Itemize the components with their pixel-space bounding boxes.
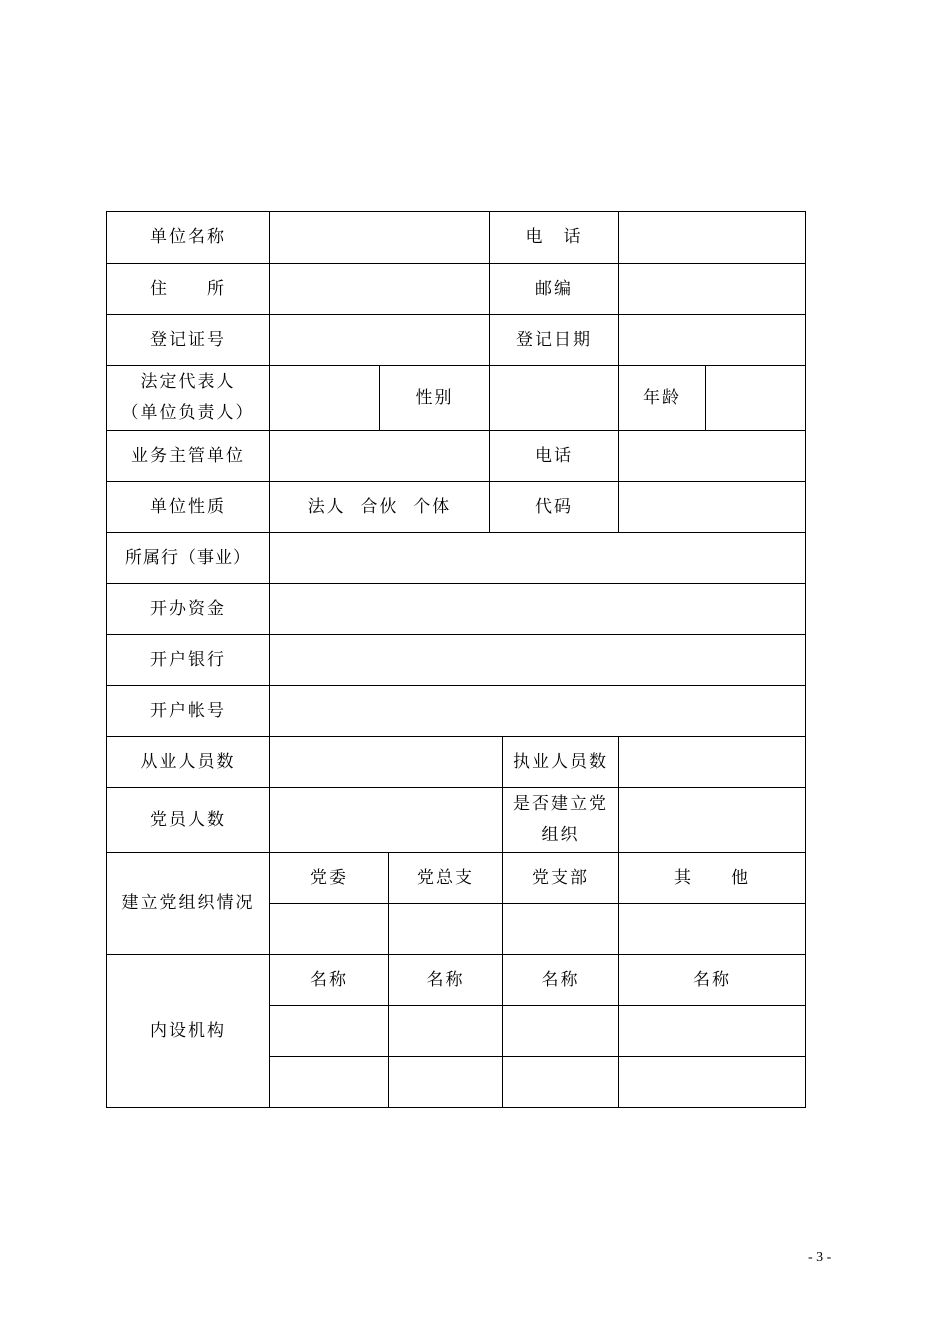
other-header: [619, 853, 805, 904]
unit-name-field[interactable]: [270, 212, 490, 264]
practitioners-label: [503, 737, 619, 788]
age-label: [619, 366, 706, 431]
phone-label-text: 电 话: [525, 227, 583, 247]
dept-field[interactable]: [389, 1057, 503, 1108]
phone-field[interactable]: [619, 212, 805, 264]
dept-field[interactable]: [503, 1006, 619, 1057]
nature-options-text: 法人 合伙 个体: [307, 496, 452, 517]
capital-label: [107, 584, 270, 635]
postcode-field[interactable]: [619, 264, 805, 315]
employees-field[interactable]: [270, 737, 503, 788]
party-members-field[interactable]: [270, 788, 503, 853]
dept-field[interactable]: [270, 1057, 389, 1108]
nature-label-text: 单位性质: [150, 496, 226, 517]
dept-field[interactable]: [503, 1057, 619, 1108]
dept-field[interactable]: [389, 1006, 503, 1057]
age-field[interactable]: [706, 366, 805, 431]
bank-field[interactable]: [270, 635, 805, 686]
authority-phone-label-text: 电话: [535, 445, 573, 466]
employees-label: [107, 737, 270, 788]
legal-rep-field[interactable]: [270, 366, 380, 431]
nature-options[interactable]: [270, 482, 490, 533]
party-org-situation-label: [107, 853, 270, 955]
branch-field[interactable]: [503, 904, 619, 955]
dept-name-header-4-text: 名称: [693, 969, 731, 990]
address-label: [107, 264, 270, 315]
authority-field[interactable]: [270, 431, 490, 482]
legal-rep-label: [107, 366, 270, 431]
legal-rep-label-line2: （单位负责人）: [121, 403, 255, 423]
industry-label: [107, 533, 270, 584]
age-label-text: 年龄: [643, 387, 681, 408]
account-label: [107, 686, 270, 737]
capital-label-text: 开办资金: [150, 598, 226, 619]
legal-rep-label-line1: 法定代表人: [140, 372, 236, 392]
authority-phone-field[interactable]: [619, 431, 805, 482]
bank-label-text: 开户银行: [150, 649, 226, 670]
departments-label-text: 内设机构: [150, 1020, 226, 1041]
party-org-label: [503, 788, 619, 853]
postcode-label-text: 邮编: [535, 278, 573, 299]
branch-header-text: 党支部: [532, 867, 589, 888]
gender-field[interactable]: [490, 366, 619, 431]
bank-label: [107, 635, 270, 686]
account-label-text: 开户帐号: [150, 700, 226, 721]
dept-field[interactable]: [619, 1006, 805, 1057]
account-field[interactable]: [270, 686, 805, 737]
table-right-border: [805, 211, 806, 1108]
reg-no-label: [107, 315, 270, 366]
party-org-situation-label-text: 建立党组织情况: [121, 893, 255, 913]
reg-no-field[interactable]: [270, 315, 490, 366]
reg-date-field[interactable]: [619, 315, 805, 366]
capital-field[interactable]: [270, 584, 805, 635]
party-committee-header-text: 党委: [310, 867, 348, 888]
practitioners-label-text: 执业人员数: [513, 751, 608, 772]
general-branch-field[interactable]: [389, 904, 503, 955]
party-committee-field[interactable]: [270, 904, 389, 955]
party-members-label: [107, 788, 270, 853]
address-field[interactable]: [270, 264, 490, 315]
nature-label: [107, 482, 270, 533]
dept-name-header-2: [389, 955, 503, 1006]
other-header-text: 其 他: [674, 867, 750, 888]
departments-label: [107, 955, 270, 1108]
party-org-label-line2: 组织: [541, 825, 580, 845]
unit-name-label: [107, 212, 270, 264]
dept-name-header-3: [503, 955, 619, 1006]
party-members-label-text: 党员人数: [150, 809, 226, 830]
address-label-text: 住 所: [150, 278, 226, 299]
phone-label: [490, 212, 619, 264]
dept-name-header-1: [270, 955, 389, 1006]
postcode-label: [490, 264, 619, 315]
dept-name-header-2-text: 名称: [426, 969, 465, 990]
dept-field[interactable]: [270, 1006, 389, 1057]
general-branch-header: [389, 853, 503, 904]
reg-no-label-text: 登记证号: [150, 329, 226, 350]
gender-label-text: 性别: [415, 387, 454, 408]
reg-date-label: [490, 315, 619, 366]
industry-field[interactable]: [270, 533, 805, 584]
authority-label-text: 业务主管单位: [131, 445, 245, 466]
page-number: - 3 -: [808, 1250, 832, 1265]
party-org-field[interactable]: [619, 788, 805, 853]
unit-name-label-text: 单位名称: [150, 227, 226, 247]
other-field[interactable]: [619, 904, 805, 955]
code-field[interactable]: [619, 482, 805, 533]
dept-name-header-3-text: 名称: [541, 969, 580, 990]
employees-label-text: 从业人员数: [140, 751, 236, 772]
code-label-text: 代码: [535, 496, 573, 517]
party-org-label-line1: 是否建立党: [513, 794, 608, 814]
practitioners-field[interactable]: [619, 737, 805, 788]
branch-header: [503, 853, 619, 904]
industry-label-text: 所属行（事业）: [125, 547, 251, 568]
gender-label: [380, 366, 490, 431]
reg-date-label-text: 登记日期: [516, 329, 592, 350]
code-label: [490, 482, 619, 533]
authority-label: [107, 431, 270, 482]
party-committee-header: [270, 853, 389, 904]
general-branch-header-text: 党总支: [417, 867, 474, 888]
dept-name-header-1-text: 名称: [310, 969, 348, 990]
authority-phone-label: [490, 431, 619, 482]
dept-name-header-4: [619, 955, 805, 1006]
dept-field[interactable]: [619, 1057, 805, 1108]
